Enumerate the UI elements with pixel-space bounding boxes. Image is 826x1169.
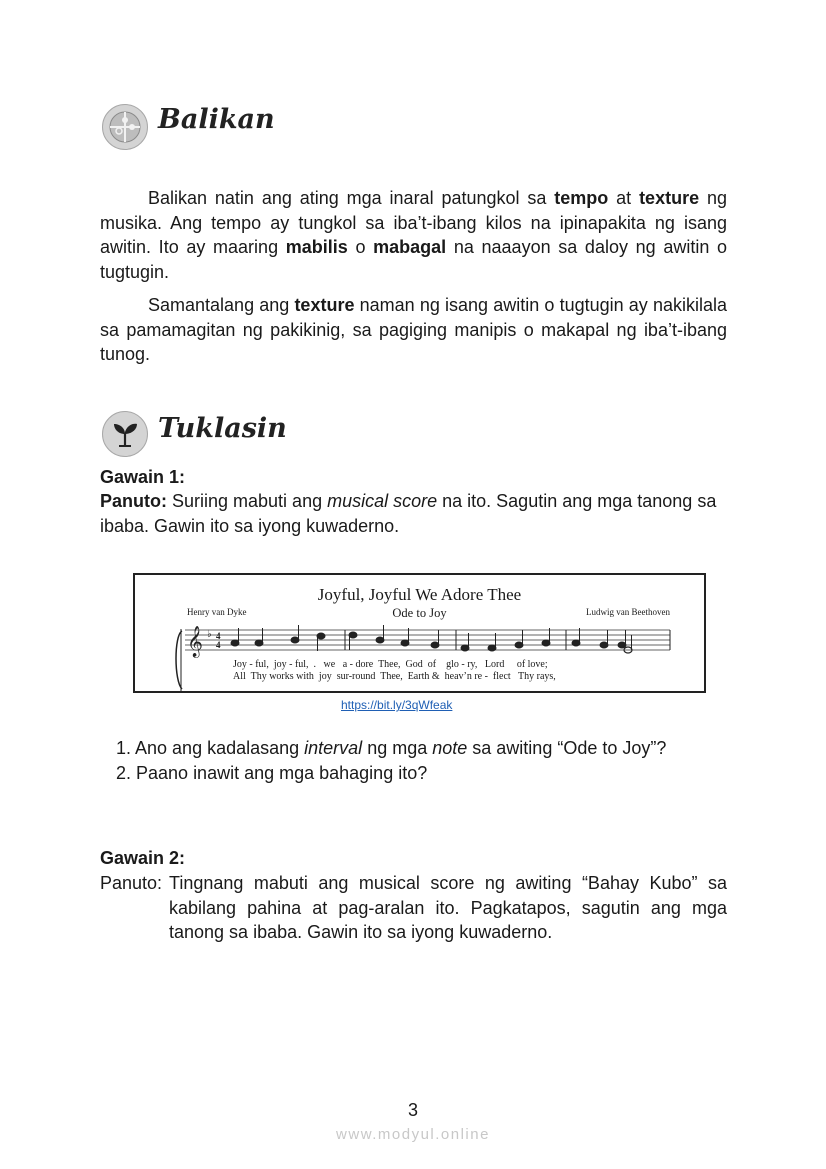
score-subtitle: Ode to Joy: [392, 606, 447, 620]
score-title: Joyful, Joyful We Adore Thee: [317, 585, 522, 604]
svg-text:4: 4: [216, 631, 221, 641]
balikan-paragraph-1: Balikan natin ang ating mga inaral patungkol sa tempo at texture ng musika. Ang tempo ay tungkol sa iba’t-ibang kilos na ipinapakita ng isang awitin. Ito ay maaring mabilis o mabagal na naaayon sa daloy ng awitin o tugtugin.: [100, 188, 728, 282]
gawain1-heading: Gawain 1:: [100, 467, 186, 487]
question-1: 1. Ano ang kadalasang interval ng mga note sa awiting “Ode to Joy”?: [116, 738, 667, 758]
watermark: www.modyul.online: [336, 1126, 490, 1143]
score-composer: Ludwig van Beethoven: [586, 607, 670, 617]
tuklasin-title: Tuklasin: [158, 413, 287, 444]
musical-score: [133, 573, 706, 693]
score-lyricist: Henry van Dyke: [187, 607, 247, 617]
gawain2-heading: Gawain 2:: [100, 848, 186, 868]
svg-text:4: 4: [216, 640, 221, 650]
question-2: 2. Paano inawit ang mga bahaging ito?: [116, 763, 428, 783]
svg-text:𝄞: 𝄞: [187, 626, 203, 657]
sprout-icon: [102, 411, 148, 457]
score-source-link[interactable]: https://bit.ly/3qWfeak: [341, 698, 453, 712]
gawain2-panuto-label: Panuto:: [100, 873, 163, 893]
puzzle-icon: [102, 104, 148, 150]
page-number: 3: [407, 1100, 418, 1120]
gawain1-panuto-label: Panuto:: [100, 491, 167, 511]
balikan-body: [100, 186, 727, 367]
gawain1-panuto-text: Suriing mabuti ang musical score na ito. Sagutin ang mga tanong sa ibaba. Gawin ito sa iyong kuwaderno.: [100, 491, 717, 536]
gawain1-instructions: [100, 489, 727, 538]
balikan-title: Balikan: [158, 104, 275, 135]
balikan-paragraph-2: Samantalang ang texture naman ng isang awitin o tugtugin ay nakikilala sa pamamagitan ng pakikinig, sa pagiging manipis o makapal ng iba’t-ibang tunog.: [100, 295, 728, 364]
score-lyrics-line-1: Joy - ful, joy - ful, . we a - dore Thee, God of glo - ry, Lord of love;: [233, 659, 548, 670]
gawain2-panuto-text: Tingnang mabuti ang musical score ng awiting “Bahay Kubo” sa kabilang pahina at pag-aralan ito. Pagkatapos, sagutin ang mga tanong sa ibaba. Gawin ito sa iyong kuwaderno.: [169, 873, 727, 942]
svg-text:♭: ♭: [207, 629, 212, 640]
score-lyrics-line-2: All Thy works with joy sur-round Thee, Earth & heav’n re - flect Thy rays,: [233, 671, 556, 682]
